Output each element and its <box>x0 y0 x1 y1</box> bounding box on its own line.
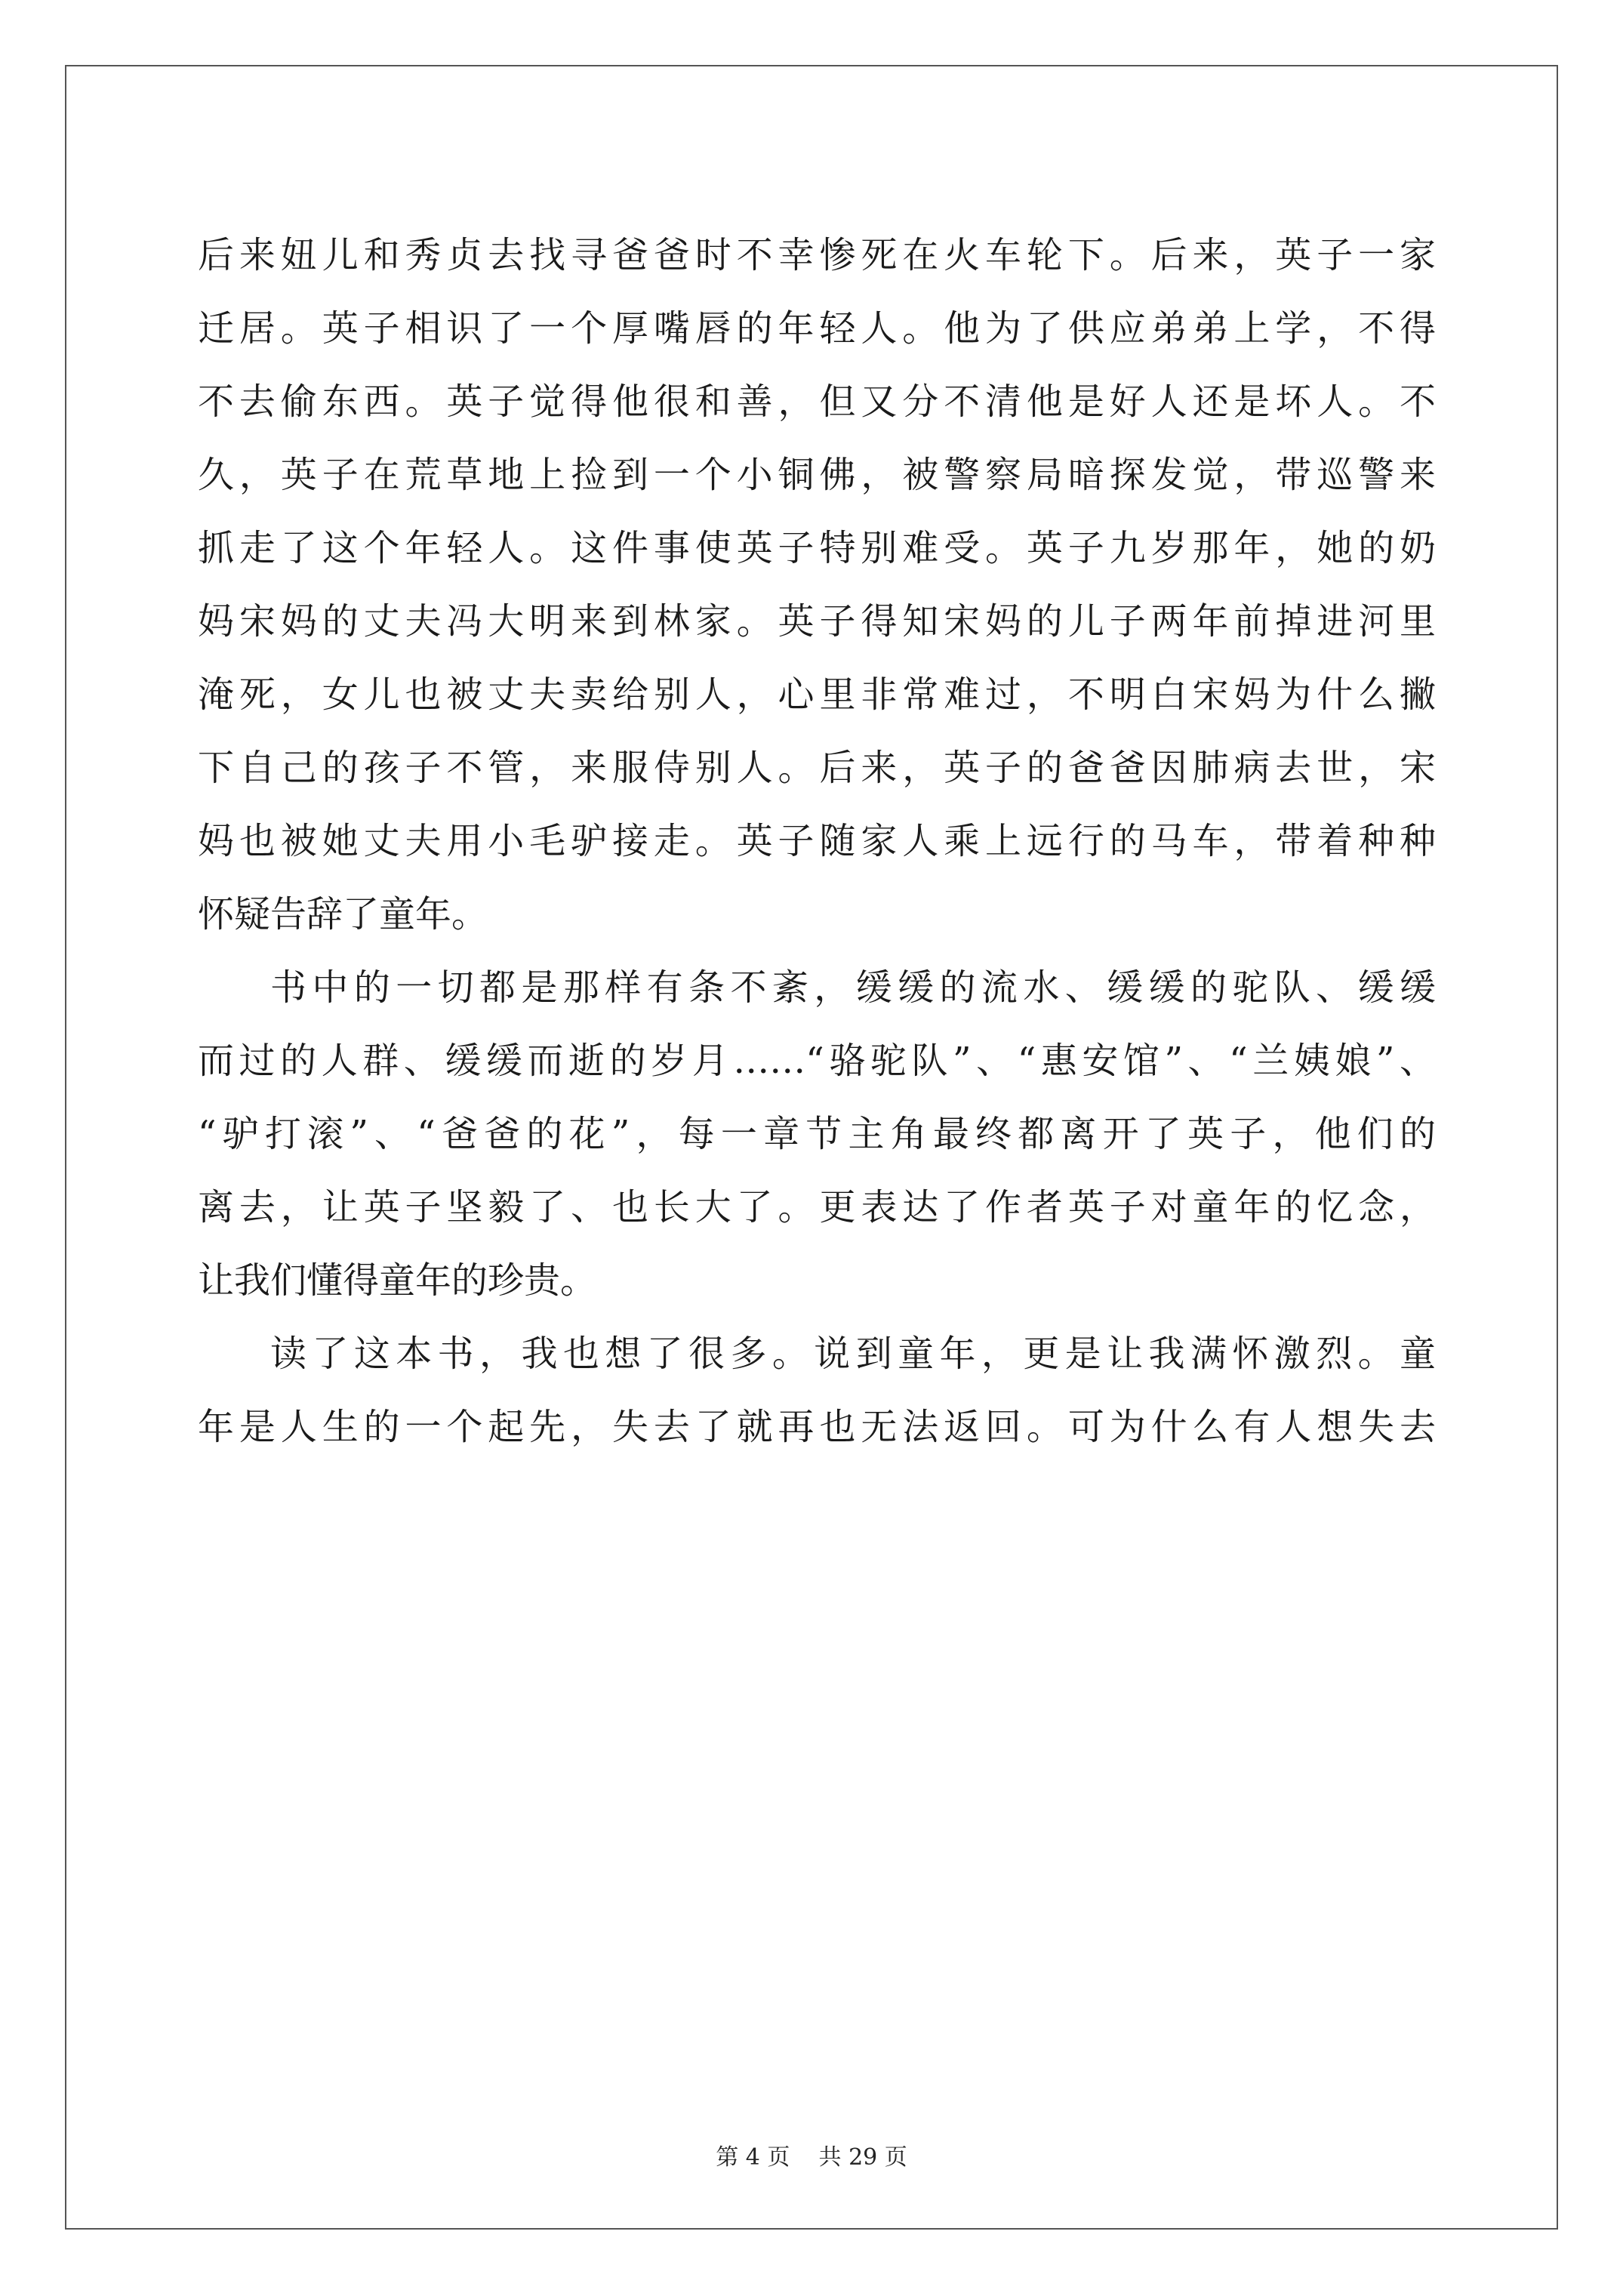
text-line: 年是人生的一个起先，失去了就再也无法返回。可为什么有人想失去 <box>198 1406 1436 1448</box>
text-line: 不去偷东西。英子觉得他很和善，但又分不清他是好人还是坏人。不 <box>198 381 1436 423</box>
text-line: 抓走了这个年轻人。这件事使英子特别难受。英子九岁那年，她的奶 <box>198 527 1436 569</box>
text-line: 迁居。英子相识了一个厚嘴唇的年轻人。他为了供应弟弟上学，不得 <box>198 307 1436 350</box>
text-line: 怀疑告辞了童年。 <box>198 893 488 935</box>
text-line: 下自己的孩子不管，来服侍别人。后来，英子的爸爸因肺病去世，宋 <box>198 747 1436 789</box>
page-total: 共 29 页 <box>818 2144 907 2171</box>
document-body <box>198 219 1436 1464</box>
page-number: 第 4 页 <box>716 2144 790 2171</box>
page-footer <box>0 2138 1623 2171</box>
text-line: 读了这本书，我也想了很多。说到童年，更是让我满怀激烈。童 <box>270 1333 1436 1375</box>
text-line: 书中的一切都是那样有条不紊，缓缓的流水、缓缓的驼队、缓缓 <box>270 966 1436 1009</box>
text-line: 后来妞儿和秀贞去找寻爸爸时不幸惨死在火车轮下。后来，英子一家 <box>198 234 1436 276</box>
text-line: 淹死，女儿也被丈夫卖给别人，心里非常难过，不明白宋妈为什么撇 <box>198 673 1436 716</box>
text-line: 让我们懂得童年的珍贵。 <box>198 1259 597 1302</box>
text-line: 而过的人群、缓缓而逝的岁月……“骆驼队”、“惠安馆”、“兰姨娘”、 <box>198 1040 1436 1082</box>
text-line: 离去，让英子坚毅了、也长大了。更表达了作者英子对童年的忆念， <box>198 1186 1436 1228</box>
text-line: 久，英子在荒草地上捡到一个小铜佛，被警察局暗探发觉，带巡警来 <box>198 454 1436 496</box>
text-line: “驴打滚”、“爸爸的花”，每一章节主角最终都离开了英子，他们的 <box>198 1113 1436 1155</box>
text-line: 妈宋妈的丈夫冯大明来到林家。英子得知宋妈的儿子两年前掉进河里 <box>198 600 1436 643</box>
text-line: 妈也被她丈夫用小毛驴接走。英子随家人乘上远行的马车，带着种种 <box>198 820 1436 862</box>
